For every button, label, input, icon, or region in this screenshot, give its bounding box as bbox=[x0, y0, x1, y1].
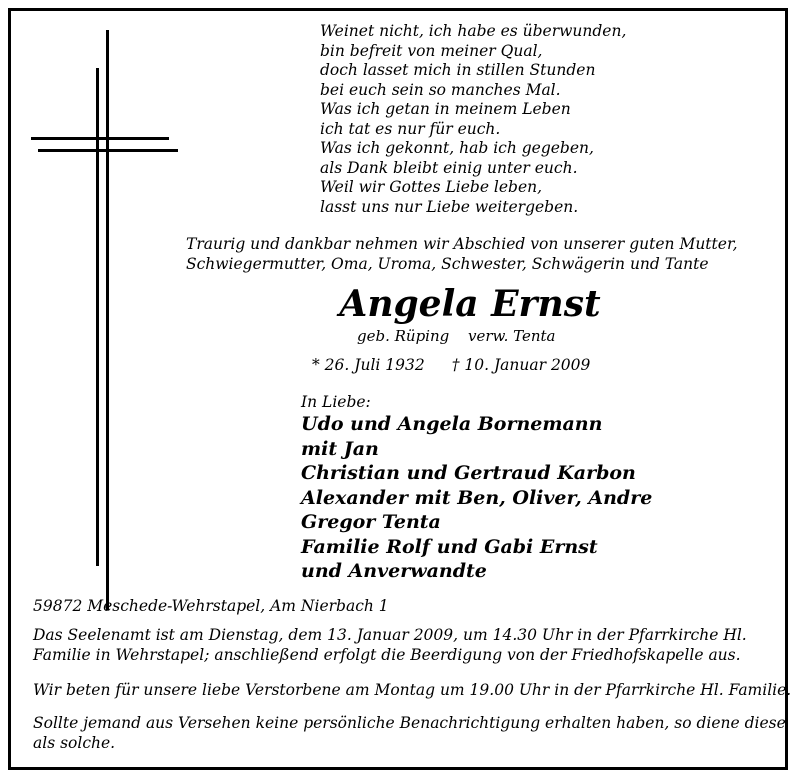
poem-line: Weil wir Gottes Liebe leben, bbox=[320, 178, 543, 196]
notice-line: Das Seelenamt ist am Dienstag, dem 13. Januar 2009, um 14.30 Uhr in der Pfarrkirche Hl. bbox=[33, 626, 747, 644]
prayer-notice: Wir beten für unsere liebe Verstorbene am Montag um 19.00 Uhr in der Pfarrkirche Hl. Familie. bbox=[33, 681, 792, 699]
mourner-entry: Udo und Angela Bornemann bbox=[301, 413, 603, 435]
poem bbox=[320, 22, 626, 217]
mourners-list bbox=[301, 412, 652, 584]
intro-line: Schwiegermutter, Oma, Uroma, Schwester, Schwägerin und Tante bbox=[186, 255, 709, 273]
mourner-entry: Gregor Tenta bbox=[301, 511, 441, 533]
poem-line: Weinet nicht, ich habe es überwunden, bbox=[320, 22, 627, 40]
family-address: 59872 Meschede-Wehrstapel, Am Nierbach 1 bbox=[33, 597, 389, 615]
deceased-name: Angela Ernst bbox=[339, 283, 601, 325]
poem-line: doch lasset mich in stillen Stunden bbox=[320, 61, 596, 79]
poem-line: lasst uns nur Liebe weitergeben. bbox=[320, 197, 579, 216]
poem-line: bei euch sein so manches Mal. bbox=[320, 80, 561, 99]
mourner-entry: Familie Rolf und Gabi Ernst bbox=[301, 535, 598, 558]
mourner-entry: mit Jan bbox=[301, 437, 379, 460]
birth-date: * 26. Juli 1932 bbox=[312, 356, 425, 374]
mourner-entry: und Anverwandte bbox=[301, 560, 487, 582]
notice-line: Sollte jemand aus Versehen keine persönliche Benachrichtigung erhalten haben, so diene diese bbox=[33, 714, 786, 732]
maiden-name: geb. Rüping bbox=[357, 327, 450, 345]
notice-line: Familie in Wehrstapel; anschließend erfolgt die Beerdigung von der Friedhofskapelle aus. bbox=[33, 645, 741, 664]
requiem-notice bbox=[33, 626, 773, 665]
cross-horizontal-bar-lower bbox=[38, 149, 178, 152]
poem-line: Was ich getan in meinem Leben bbox=[320, 100, 571, 118]
mourners-label: In Liebe: bbox=[301, 393, 371, 411]
name-history bbox=[357, 327, 569, 345]
poem-line: Was ich gekonnt, hab ich gegeben, bbox=[320, 139, 594, 157]
cross-horizontal-bar bbox=[31, 137, 169, 140]
death-date: † 10. Januar 2009 bbox=[451, 356, 591, 374]
poem-line: als Dank bleibt einig unter euch. bbox=[320, 158, 578, 177]
intro-line: Traurig und dankbar nehmen wir Abschied von unserer guten Mutter, bbox=[186, 235, 738, 253]
mourner-entry: Alexander mit Ben, Oliver, Andre bbox=[301, 486, 653, 509]
life-dates bbox=[312, 356, 590, 374]
notification-notice bbox=[33, 714, 786, 753]
poem-line: bin befreit von meiner Qual, bbox=[320, 41, 543, 60]
mourner-entry: Christian und Gertraud Karbon bbox=[301, 462, 636, 484]
widowed-name: verw. Tenta bbox=[468, 327, 556, 345]
intro-text bbox=[186, 234, 738, 274]
notice-line: als solche. bbox=[33, 733, 116, 752]
poem-line: ich tat es nur für euch. bbox=[320, 119, 501, 138]
